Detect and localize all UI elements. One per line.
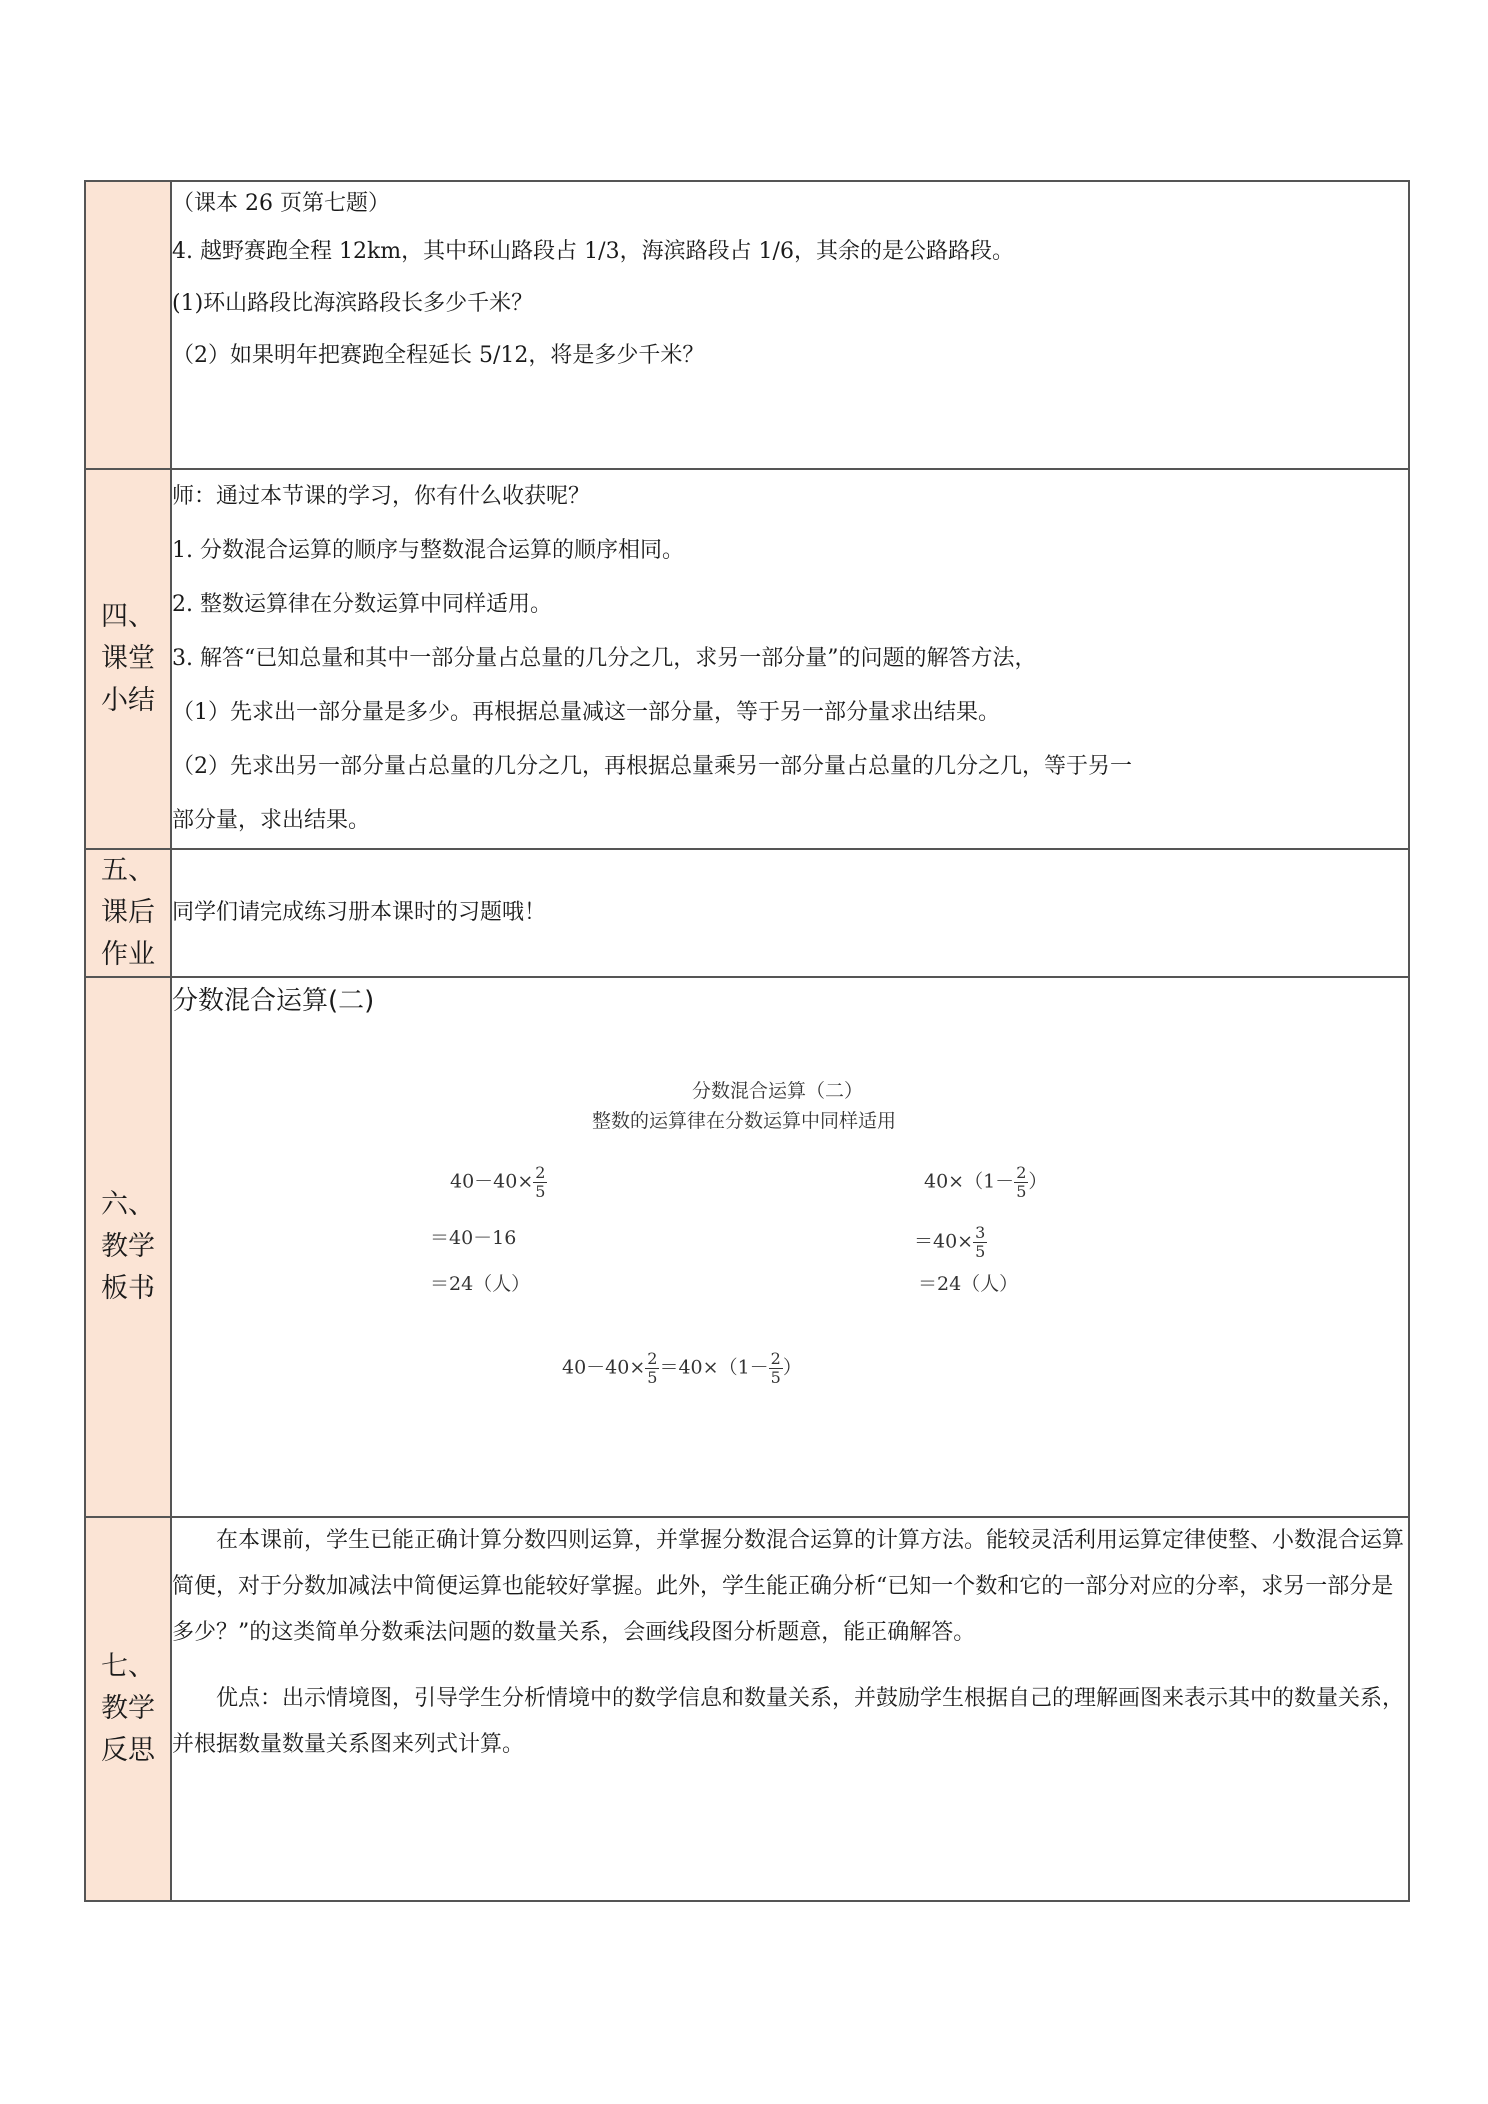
board-content [171,977,1409,1517]
board-title: 分数混合运算（二） [692,1080,864,1102]
row-board [85,977,1409,1517]
summary-line: （1）先求出一部分量是多少。再根据总量减这一部分量，等于另一部分量求出结果。 [172,700,1000,725]
board-subtitle: 整数的运算律在分数运算中同样适用 [592,1110,897,1132]
summary-line: 2. 整数运算律在分数运算中同样适用。 [172,592,552,617]
homework-content [171,849,1409,977]
exercise-source: （课本 26 页第七题） [172,191,390,216]
row-label-reflection: 七、教学反思 [85,1517,171,1901]
reflection-content [171,1517,1409,1901]
row-summary [85,469,1409,849]
summary-line: 师：通过本节课的学习，你有什么收获呢？ [172,484,591,509]
exercise-problem: 4. 越野赛跑全程 12km，其中环山路段占 1/3，海滨路段占 1/6，其余的是公路路段。 [172,239,1014,264]
row-label-summary: 四、课堂小结 [85,469,171,849]
right-step-2: ＝24（人） [918,1273,1019,1295]
row-label-empty [85,181,171,469]
board-heading: 分数混合运算(二) [172,986,375,1016]
exercise-question-1: (1)环山路段比海滨路段长多少千米？ [172,291,534,316]
reflection-paragraph: 在本课前，学生已能正确计算分数四则运算，并掌握分数混合运算的计算方法。能较灵活利用运算定律使整、小数混合运算简便，对于分数加减法中简便运算也能较好掌握。此外，学生能正确分析“已知一个数和它的一部分对应的分率，求另一部分是多少？”的这类简单分数乘法问题的数量关系，会画线段图分析题意，能正确解答。 [172,1528,1405,1645]
reflection-paragraph: 优点：出示情境图，引导学生分析情境中的数学信息和数量关系，并鼓励学生根据自己的理解画图来表示其中的数量关系，并根据数量数量关系图来列式计算。 [172,1686,1405,1757]
row-homework [85,849,1409,977]
row-reflection [85,1517,1409,1901]
summary-line: 部分量，求出结果。 [172,808,371,833]
row-label-board: 六、教学板书 [85,977,171,1517]
blackboard-figure [172,1024,1408,1514]
left-step-2: ＝24（人） [430,1273,531,1295]
row-label-homework: 五、课后作业 [85,849,171,977]
right-step-1: ＝40× $\frac{3}{5}$ [914,1223,986,1261]
homework-text: 同学们请完成练习册本课时的习题哦！ [172,900,547,925]
exercise-question-2: （2）如果明年把赛跑全程延长 5/12，将是多少千米？ [172,343,705,368]
left-expression: 40－40× $\frac{2}{5}$ [450,1163,546,1201]
left-step-1: ＝40－16 [430,1227,517,1249]
summary-line: （2）先求出另一部分量占总量的几分之几，再根据总量乘另一部分量占总量的几分之几，等于另一 [172,754,1133,779]
right-expression: 40×（1－ $\frac{2}{5}$ ） [924,1163,1048,1201]
exercise-content [171,181,1409,469]
conclusion-equation: 40－40× $\frac{2}{5}$ ＝40×（1－ $\frac{2}{5}$ ） [562,1349,802,1387]
summary-line: 1. 分数混合运算的顺序与整数混合运算的顺序相同。 [172,538,684,563]
row-exercise [85,181,1409,469]
summary-line: 3. 解答“已知总量和其中一部分量占总量的几分之几，求另一部分量”的问题的解答方法， [172,646,1037,671]
lesson-table [84,180,1410,1902]
summary-content [171,469,1409,849]
